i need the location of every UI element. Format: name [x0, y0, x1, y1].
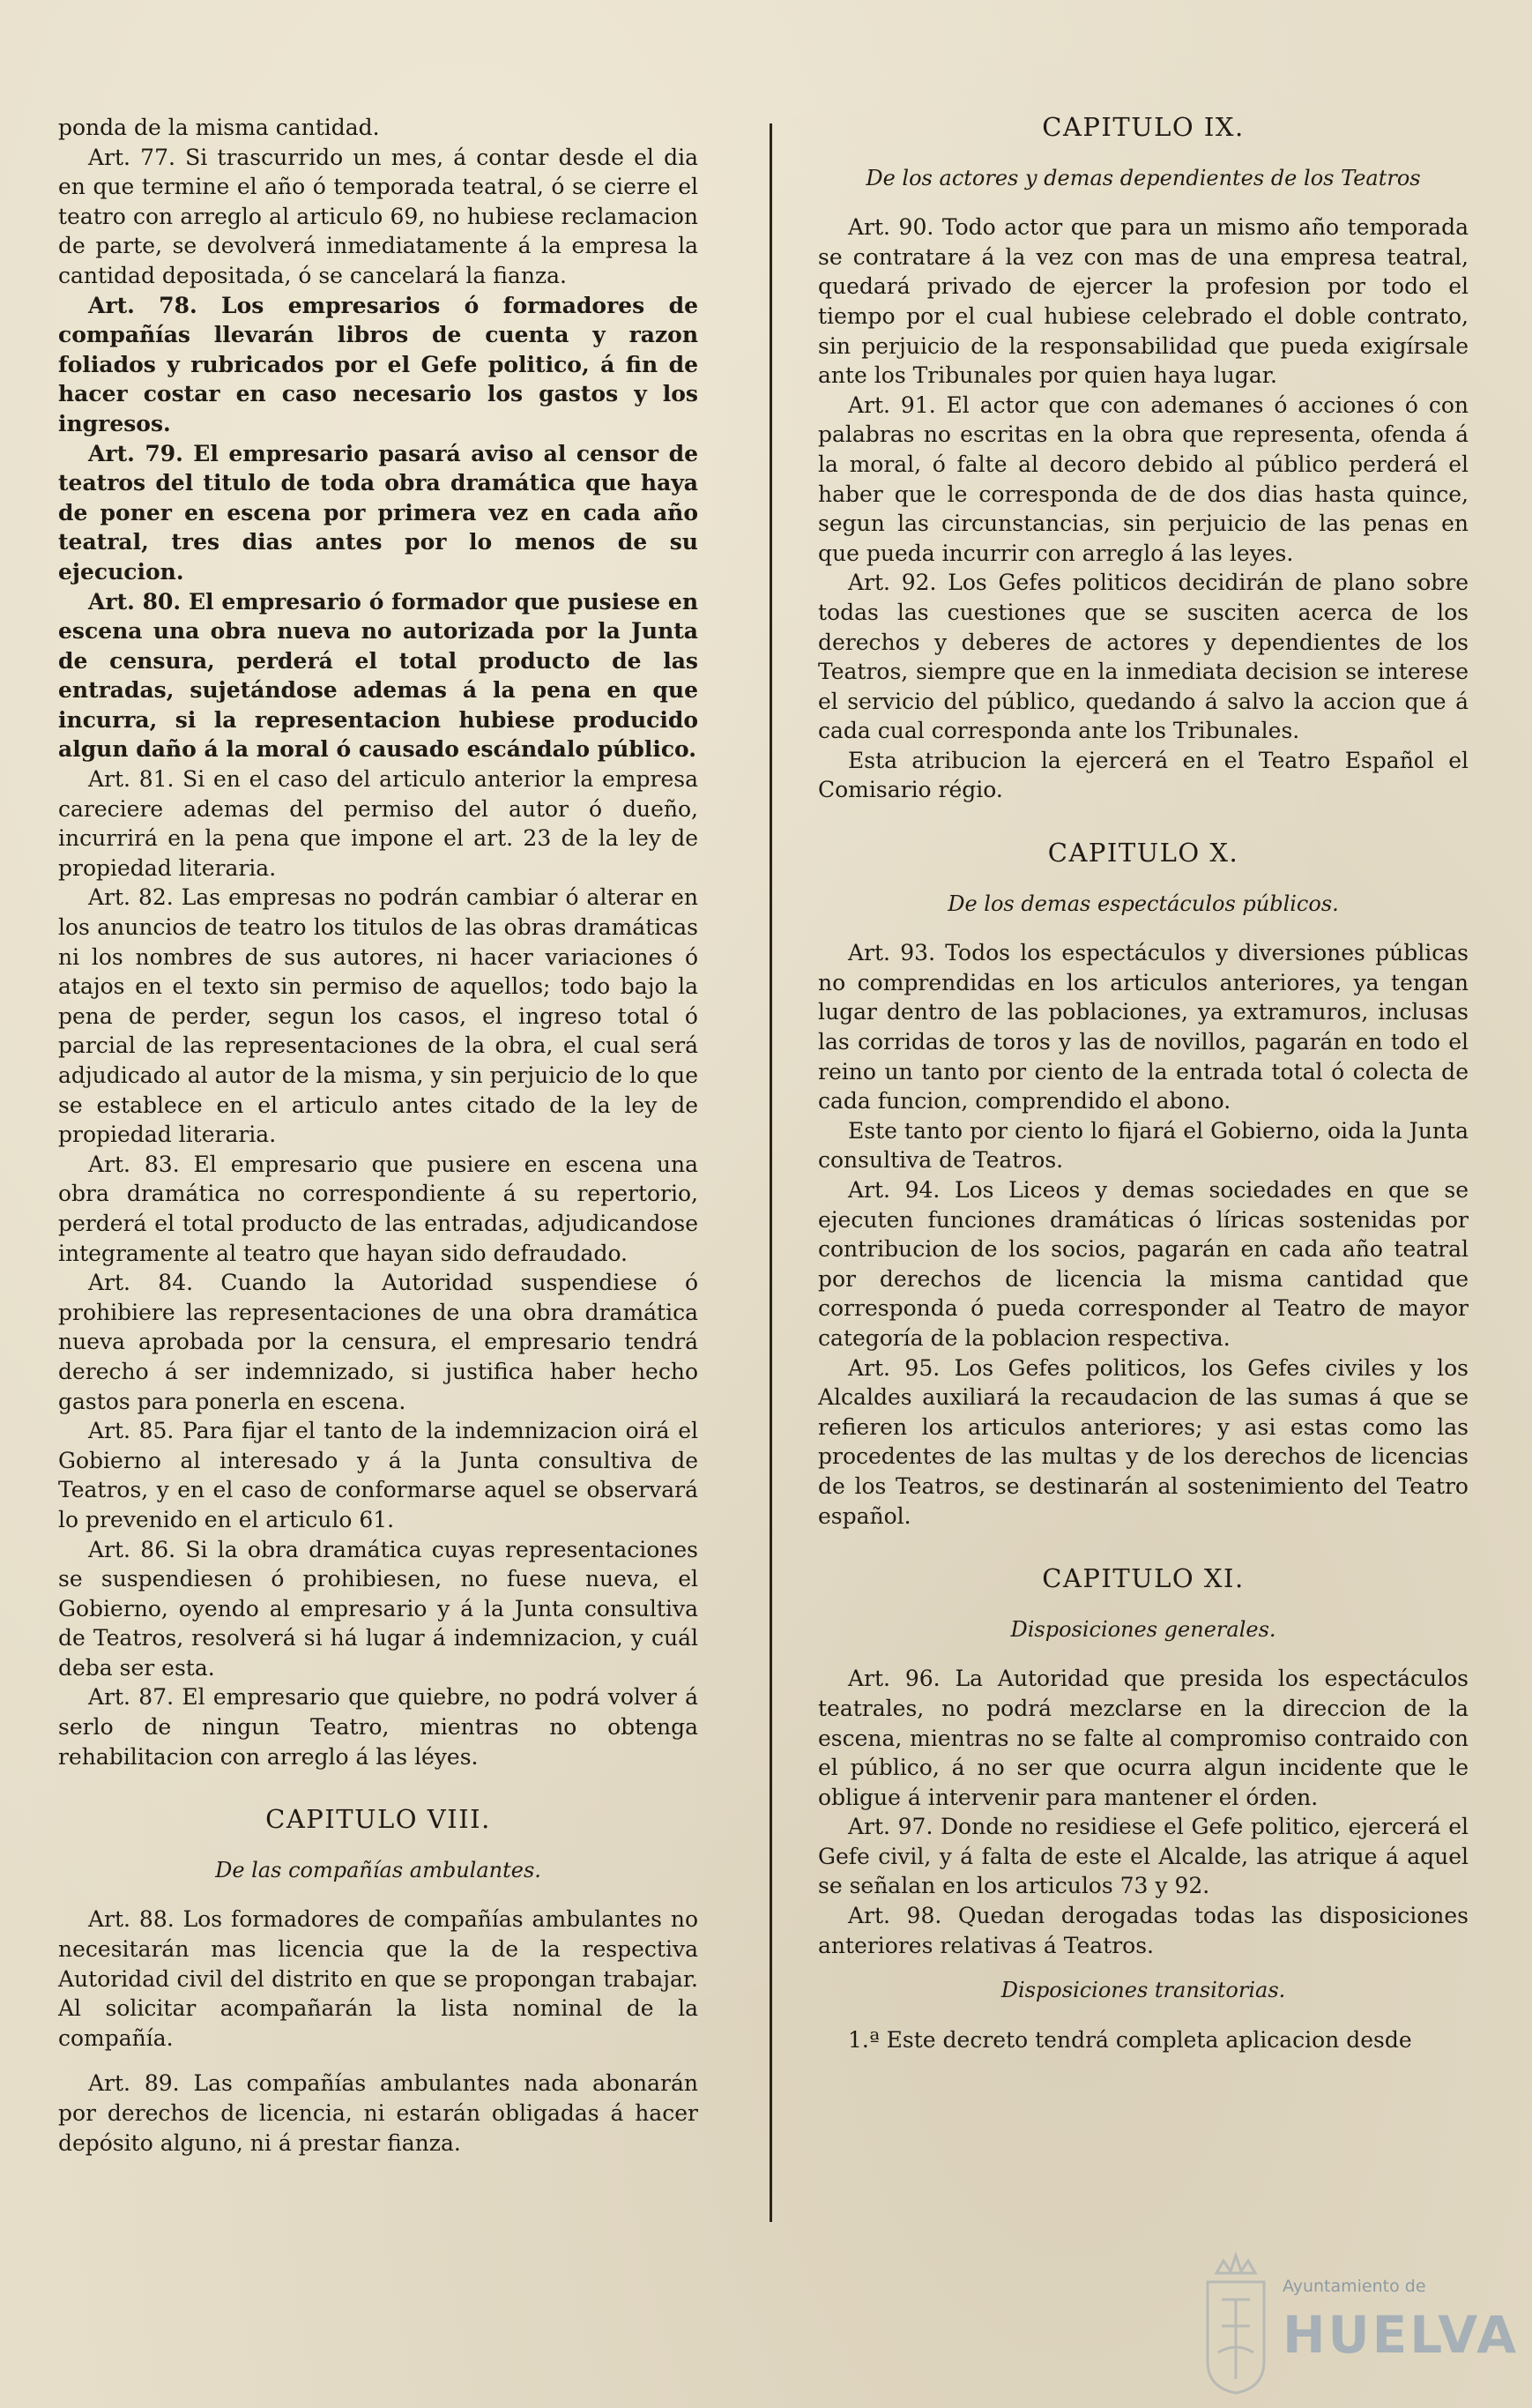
article-91: Art. 91. El actor que con ademanes ó acciones ó con palabras no escritas en la obra que representa, ofenda á la moral, ó falte al decoro debido al público perderá el haber que le corresponda de de dos dias hasta quince, segun las circunstancias, sin perjuicio de las penas en que pueda incurrir con arreglo á las leyes.: [818, 391, 1469, 566]
chapter-9-subtitle: De los actores y demas dependientes de los Teatros: [866, 165, 1421, 190]
article-93-continuation: Este tanto por ciento lo fijará el Gobierno, oida la Junta consultiva de Teatros.: [818, 1117, 1469, 1174]
spacer: [818, 805, 1469, 821]
article-80: Art. 80. El empresario ó formador que pusiese en escena una obra nueva no autorizada por la Junta de censura, perderá el total producto de las entradas, sujetándose ademas á la pena en que incurra, si la representacion hubiese producido algun daño á la moral ó causado escándalo público.: [58, 588, 698, 763]
article-95: Art. 95. Los Gefes politicos, los Gefes civiles y los Alcaldes auxiliará la recaudacion de las sumas á que se refieren los articulos anteriores; y asi estas como las procedentes de las multas y de los derechos de licencias de los Teatros, se destinarán al sostenimiento del Teatro español.: [818, 1354, 1469, 1529]
transitory-provisions-subtitle: Disposiciones transitorias.: [1000, 1978, 1286, 2003]
paragraph-continuation: ponda de la misma cantidad.: [58, 115, 380, 140]
article-96: Art. 96. La Autoridad que presida los espectáculos teatrales, no podrá mezclarse en la direccion de la escena, mientras no se falte al compromiso contraido con el público, á no ser que ocurra algun incidente que le obligue á intervenir para mantener el órden.: [818, 1666, 1469, 1810]
article-98: Art. 98. Quedan derogadas todas las disposiciones anteriores relativas á Teatros.: [818, 1903, 1469, 1958]
chapter-8-subtitle: De las compañías ambulantes.: [215, 1857, 541, 1882]
chapter-9-title: CAPITULO IX.: [1042, 112, 1245, 142]
spacer: [58, 1771, 698, 1787]
article-89: Art. 89. Las compañías ambulantes nada abonarán por derechos de licencia, ni estarán obligadas á hacer depósito alguno, ni á prestar fianza.: [58, 2070, 698, 2156]
chapter-11-title: CAPITULO XI.: [1042, 1563, 1245, 1594]
article-97: Art. 97. Donde no residiese el Gefe politico, ejercerá el Gefe civil, y á falta de este el Alcalde, las atrique á aquel se señalan en los articulos 73 y 92.: [818, 1814, 1469, 1899]
article-87: Art. 87. El empresario que quiebre, no podrá volver á serlo de ningun Teatro, mientras no obtenga rehabilitacion con arreglo á las léyes.: [58, 1684, 698, 1770]
transitory-provision-1: 1.ª Este decreto tendrá completa aplicacion desde: [848, 2026, 1412, 2053]
spacer: [818, 1531, 1469, 1547]
spacer: [818, 1960, 1469, 1976]
watermark-line-1: Ayuntamiento de: [1283, 2277, 1426, 2296]
article-82: Art. 82. Las empresas no podrán cambiar ó alterar en los anuncios de teatro los titulos de las obras dramáticas ni los nombres de sus autores, ni hacer variaciones ó atajos en el texto sin permiso de aquellos; todo bajo la pena de perder, segun los casos, el ingreso total ó parcial de las representaciones de la obra, el cual será adjudicado al autor de la misma, y sin perjuicio de lo que se establece en el articulo antes citado de la ley de propiedad literaria.: [58, 884, 698, 1148]
article-79: Art. 79. El empresario pasará aviso al censor de teatros del titulo de toda obra dramática que haya de poner en escena por primera vez en cada año teatral, tres dias antes por lo menos de su ejecucion.: [58, 440, 698, 585]
article-94: Art. 94. Los Liceos y demas sociedades en que se ejecuten funciones dramáticas ó líricas sostenidas por contribucion de los socios, pagarán en cada año teatral por derechos de licencia la misma cantidad que corresponda ó pueda corresponder al Teatro de mayor categoría de la poblacion respectiva.: [818, 1177, 1469, 1351]
chapter-10-title: CAPITULO X.: [1047, 838, 1239, 869]
watermark-line-2: HUELVA: [1283, 2305, 1520, 2365]
chapter-8-title: CAPITULO VIII.: [265, 1804, 491, 1835]
chapter-10-subtitle: De los demas espectáculos públicos.: [948, 891, 1339, 916]
right-column: [818, 113, 1469, 2054]
column-divider: [770, 123, 772, 2222]
article-90: Art. 90. Todo actor que para un mismo año temporada se contratare á la vez con mas de una empresa teatral, quedará privado de ejercer la profesion por todo el tiempo por el cual hubiese celebrado el doble contrato, sin perjuicio de la responsabilidad que pueda exigírsale ante los Tribunales por quien haya lugar.: [818, 214, 1469, 389]
article-77: Art. 77. Si trascurrido un mes, á contar desde el dia en que termine el año ó temporada teatral, ó se cierre el teatro con arreglo al articulo 69, no hubiese reclamacion de parte, se devolverá inmediatamente á la empresa la cantidad depositada, ó se cancelará la fianza.: [58, 144, 698, 288]
article-88: Art. 88. Los formadores de compañías ambulantes no necesitarán mas licencia que la de la respectiva Autoridad civil del distrito en que se propongan trabajar. Al solicitar acompañarán la lista nominal de la compañía.: [58, 1906, 698, 2051]
article-85: Art. 85. Para fijar el tanto de la indemnizacion oirá el Gobierno al interesado y á la Junta consultiva de Teatros, y en el caso de conformarse aquel se observará lo prevenido en el articulo 61.: [58, 1418, 698, 1532]
article-84: Art. 84. Cuando la Autoridad suspendiese ó prohibiere las representaciones de una obra dramática nueva aprobada por la censura, el empresario tendrá derecho á ser indemnizado, si justifica haber hecho gastos para ponerla en escena.: [58, 1270, 698, 1414]
article-92-continuation: Esta atribucion la ejercerá en el Teatro Español el Comisario régio.: [818, 747, 1469, 803]
article-81: Art. 81. Si en el caso del articulo anterior la empresa careciere ademas del permiso del autor ó dueño, incurrirá en la pena que impone el art. 23 de la ley de propiedad literaria.: [58, 766, 698, 881]
article-93: Art. 93. Todos los espectáculos y diversiones públicas no comprendidas en los articulos anteriores, ya tengan lugar dentro de las poblaciones, ya extramuros, inclusas las corridas de toros y las de novillos, pagarán en todo el reino un tanto por ciento de la entrada total ó colecta de cada funcion, comprendido el abono.: [818, 940, 1469, 1115]
left-column: [58, 113, 698, 2158]
article-83: Art. 83. El empresario que pusiere en escena una obra dramática no correspondiente á su repertorio, perderá el total producto de las entradas, adjudicandose integramente al teatro que hayan sido defraudado.: [58, 1151, 698, 1266]
spacer: [58, 2053, 698, 2069]
article-78: Art. 78. Los empresarios ó formadores de compañías llevarán libros de cuenta y razon foliados y rubricados por el Gefe politico, á fin de hacer costar en caso necesario los gastos y los ingresos.: [58, 292, 698, 436]
article-92: Art. 92. Los Gefes politicos decidirán de plano sobre todas las cuestiones que se susciten acerca de los derechos y deberes de actores y dependientes de los Teatros, siempre que en la inmediata decision se interese el servicio del público, quedando á salvo la accion que á cada cual corresponda ante los Tribunales.: [818, 570, 1469, 744]
article-86: Art. 86. Si la obra dramática cuyas representaciones se suspendiesen ó prohibiesen, no fuese nueva, el Gobierno, oyendo al empresario y á la Junta consultiva de Teatros, resolverá si há lugar á indemnizacion, y cuál deba ser esta.: [58, 1536, 698, 1681]
chapter-11-subtitle: Disposiciones generales.: [1010, 1616, 1276, 1642]
